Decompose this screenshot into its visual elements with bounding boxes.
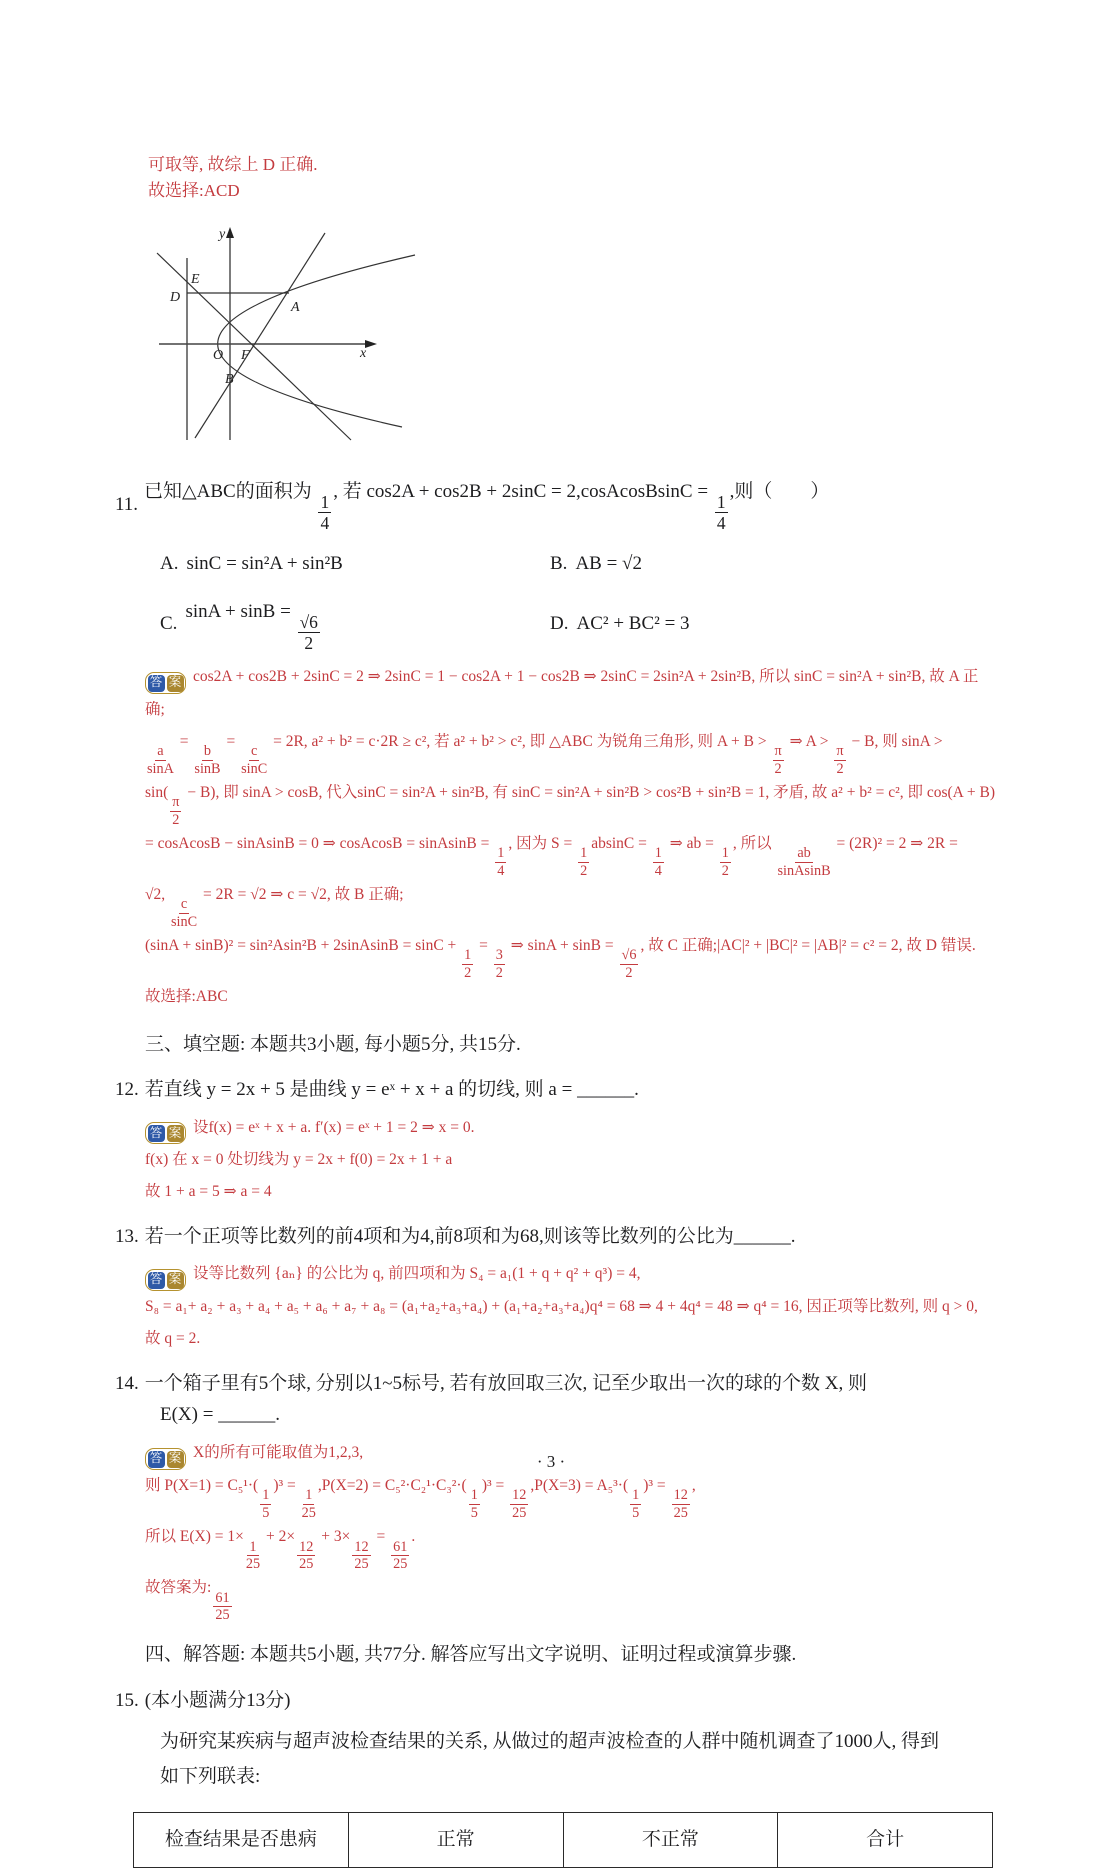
question-14-stem	[115, 1369, 997, 1399]
question-number: 13.	[115, 1225, 139, 1247]
badge-an: 案	[167, 1125, 184, 1142]
label-E: E	[191, 271, 200, 287]
badge-da: 答	[148, 1451, 165, 1468]
answer-line: $\frac{a}{\sin A}$ = $\frac{b}{\sin B}$ = $\frac{c}{\sin C}$ = 2R, a² + b² = c·2R ≥ c², 若 a² + b² > c², 即 △ABC 为锐角三角形, 则 A + B > $\frac{\pi}{2}$ ⇒ A > $\frac{\pi}{2}$ − B, 则 sinA >	[147, 732, 943, 777]
question-11	[115, 477, 997, 1013]
answer-badge	[145, 1122, 186, 1144]
badge-an: 案	[167, 1272, 184, 1289]
answer-text: X的所有可能取值为1,2,3,	[193, 1444, 364, 1462]
label-y: y	[219, 226, 226, 242]
answer-line: S₈ = a₁+ a₂ + a₃ + a₄ + a₅ + a₆ + a₇ + a₈ = (a₁+a₂+a₃+a₄) + (a₁+a₂+a₃+a₄)q⁴ = 68 ⇒ 4 + 4q⁴ = 48 ⇒ q⁴ = 16, 因正项等比数列, 则 q > 0,	[145, 1298, 978, 1316]
label-B: B	[225, 371, 234, 387]
answer-line: 故选择:ABC	[145, 988, 228, 1006]
option-a	[160, 548, 550, 580]
answer-block-13	[145, 1258, 997, 1354]
question-text: 若一个正项等比数列的前4项和为4,前8项和为68,则该等比数列的公比为______.	[144, 1225, 796, 1247]
option-label: B.	[550, 552, 568, 574]
option-b	[550, 548, 997, 580]
section-4-header: 四、解答题: 本题共5小题, 共77分. 解答应写出文字说明、证明过程或演算步骤.	[145, 1644, 797, 1666]
answer-line: = cosAcosB − sinAsinB = 0 ⇒ cosAcosB = sinAsinB = $\frac{1}{4}$ , 因为 S = $\frac{1}{2}$ absinC = $\frac{1}{4}$ ⇒ ab = $\frac{1}{2}$ , 所以 $\frac{ab}{\text{sinAsinB}}$ = (2R)² = 2 ⇒ 2R =	[145, 835, 958, 879]
question-15	[115, 1686, 997, 1868]
x-axis-arrow	[365, 340, 377, 348]
option-text: sinC = sin²A + sin²B	[186, 552, 343, 574]
answer-line: 故答案为: $\frac{61}{25}$	[145, 1579, 230, 1623]
question-15-stem	[115, 1686, 997, 1716]
paragraph-line: 为研究某疾病与超声波检查结果的关系, 从做过的超声波检查的人群中随机调查了1000人, 得到	[160, 1731, 940, 1753]
contingency-table	[133, 1812, 993, 1868]
question-text: 若直线 y = 2x + 5 是曲线 y = eˣ + x + a 的切线, 则 a = ______.	[144, 1079, 639, 1101]
badge-an: 案	[167, 675, 184, 692]
answer-line: √2, $\frac{c}{\sin C}$ = 2R = √2 ⇒ c = √2, 故 B 正确;	[145, 886, 404, 930]
option-text: sinA + sinB = $\frac{√6}{2}$	[185, 600, 318, 654]
answer-line	[145, 661, 997, 726]
paragraph-line: 如下列联表:	[160, 1766, 261, 1788]
note-line: 故选择:ACD	[148, 181, 240, 201]
question-number: 11.	[115, 494, 139, 516]
answer-badge	[145, 672, 186, 694]
previous-answer-note	[148, 152, 997, 205]
table-header-cell: 正常	[348, 1813, 563, 1868]
table-header-cell: 不正常	[563, 1813, 778, 1868]
question-13	[115, 1222, 997, 1355]
question-number: 15.	[115, 1689, 139, 1711]
question-number: 14.	[115, 1372, 139, 1394]
question-text: 已知△ABC的面积为 $\frac{1}{4}$ , 若 cos2A + cos2B + 2sinC = 2,cosAcosBsinC = $\frac{1}{4}$ ,则（ ）	[144, 480, 830, 534]
option-text: AB = √2	[575, 552, 642, 574]
table-header-row	[134, 1813, 993, 1868]
answer-text: 设f(x) = eˣ + x + a. f′(x) = eˣ + 1 = 2 ⇒ x = 0.	[193, 1118, 475, 1136]
answer-line: 所以 E(X) = 1× $\frac{1}{25}$ + 2× $\frac{12}{25}$ + 3× $\frac{12}{25}$ = $\frac{61}{25}$ .	[145, 1528, 416, 1572]
question-12	[115, 1075, 997, 1208]
parabola-figure	[137, 225, 437, 440]
badge-an: 案	[167, 1451, 184, 1468]
badge-da: 答	[148, 675, 165, 692]
label-x: x	[360, 345, 367, 361]
question-number: 12.	[115, 1079, 139, 1101]
option-d	[550, 596, 997, 654]
option-label: A.	[160, 552, 179, 574]
question-14-stem-line2: E(X) = ______.	[160, 1404, 280, 1426]
badge-da: 答	[148, 1125, 165, 1142]
page-number: · 3 ·	[536, 1452, 566, 1472]
answer-line: (sinA + sinB)² = sin²Asin²B + 2sinAsinB = sinC + $\frac{1}{2}$ = $\frac{3}{2}$ ⇒ sinA + sinB = $\frac{√6}{2}$ , 故 C 正确;|AC|² + |BC|² = |AB|² = c² = 2, 故 D 错误.	[145, 937, 976, 981]
question-13-stem	[115, 1222, 997, 1252]
label-F: F	[241, 347, 250, 363]
answer-line: f(x) 在 x = 0 处切线为 y = 2x + f(0) = 2x + 1 + a	[145, 1151, 453, 1169]
question-14	[115, 1369, 997, 1624]
table-header-cell: 检查结果是否患病	[134, 1813, 349, 1868]
y-axis-arrow	[226, 227, 234, 238]
answer-text: 设等比数列 {aₙ} 的公比为 q, 前四项和为 S₄ = a₁(1 + q + q² + q³) = 4,	[193, 1265, 641, 1283]
label-A: A	[291, 299, 300, 315]
option-c	[160, 596, 550, 654]
question-12-stem	[115, 1075, 997, 1105]
answer-block-11	[145, 661, 997, 1013]
label-D: D	[170, 289, 181, 305]
parabola-curve	[218, 255, 415, 427]
question-11-stem	[115, 477, 997, 534]
option-label: D.	[550, 613, 569, 635]
question-15-paragraph	[160, 1724, 997, 1794]
option-label: C.	[160, 613, 178, 635]
table-header-cell: 合计	[778, 1813, 993, 1868]
answer-line	[145, 1258, 997, 1291]
question-subtitle: (本小题满分13分)	[144, 1689, 291, 1711]
label-O: O	[213, 347, 224, 363]
chord-line-descending	[157, 253, 351, 440]
section-3-header: 三、填空题: 本题共3小题, 每小题5分, 共15分.	[145, 1033, 521, 1055]
note-line: 可取等, 故综上 D 正确.	[148, 155, 318, 174]
answer-line: sin( $\frac{\pi}{2}$ − B), 即 sinA > cosB, 代入sinC = sin²A + sin²B, 有 sinC = sin²A + sin²B > cos²B + sin²B = 1, 矛盾, 故 a² + b² = c², 即 cos(A + B)	[145, 784, 996, 828]
option-text: AC² + BC² = 3	[576, 613, 690, 635]
question-text: 一个箱子里有5个球, 分别以1~5标号, 若有放回取三次, 记至少取出一次的球的个数 X, 则	[144, 1372, 868, 1394]
answer-block-12	[145, 1112, 997, 1208]
badge-da: 答	[148, 1272, 165, 1289]
answer-line: 故 1 + a = 5 ⇒ a = 4	[145, 1183, 272, 1201]
question-11-options	[160, 548, 997, 654]
answer-line: 则 P(X=1) = C₅¹·( $\frac{1}{5}$ )³ = $\frac{1}{25}$ ,P(X=2) = C₅²·C₂¹·C₃²·( $\frac{1}{5}$ )³ = $\frac{12}{25}$ ,P(X=3) = A₅³·( $\frac{1}{5}$ )³ = $\frac{12}{25}$ ,	[145, 1477, 696, 1521]
answer-text: cos2A + cos2B + 2sinC = 2 ⇒ 2sinC = 1 − cos2A + 1 − cos2B ⇒ 2sinC = 2sin²A + 2sin²B, 所以 sinC = sin²A + sin²B, 故 A 正确;	[145, 668, 979, 719]
answer-line	[145, 1112, 997, 1145]
figure-container	[137, 225, 997, 451]
answer-line: 故 q = 2.	[145, 1329, 201, 1347]
answer-badge	[145, 1269, 186, 1291]
chord-line-ascending	[195, 233, 325, 438]
